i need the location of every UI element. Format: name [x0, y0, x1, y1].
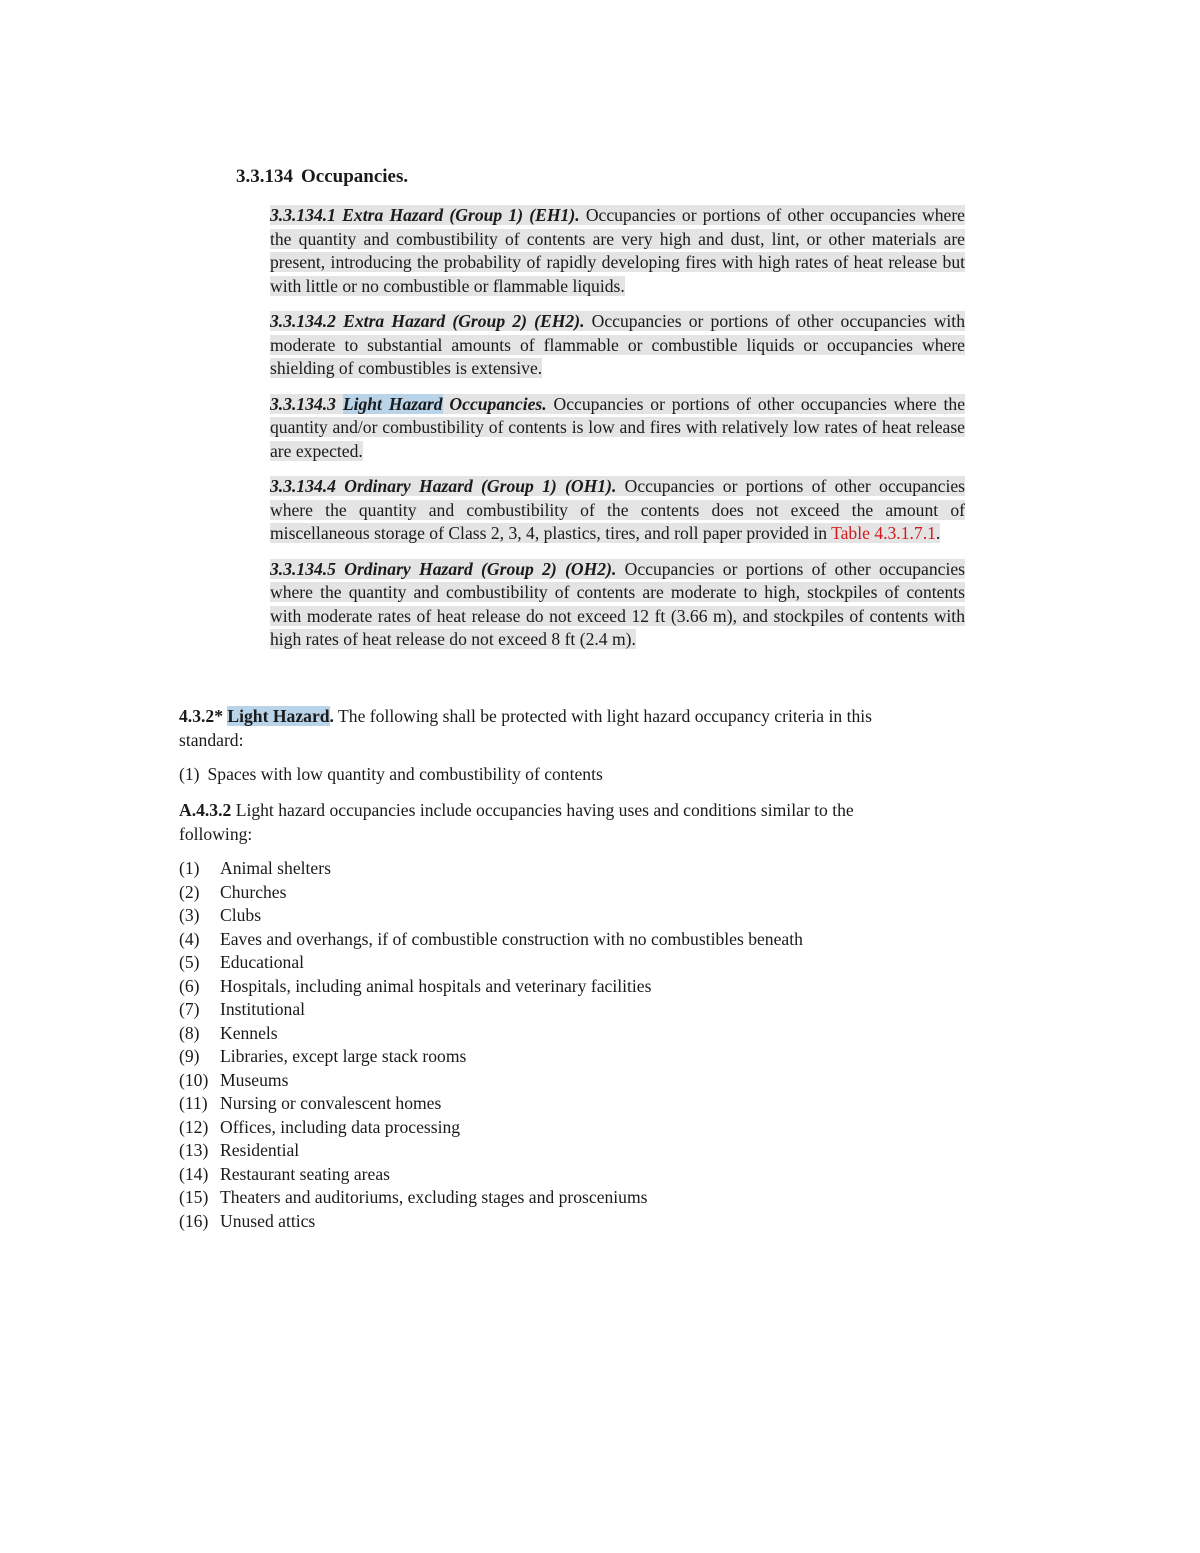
list-item-text: Kennels [220, 1022, 278, 1043]
list-item-text: Offices, including data processing [220, 1116, 461, 1137]
definition-oh2 [270, 558, 965, 652]
list-item-number: (1) [179, 858, 200, 878]
definition-term: 3.3.134.2 Extra Hazard (Group 2) (EH2). [270, 311, 585, 331]
list-item-text: Eaves and overhangs, if of combustible construction with no combustibles beneath [220, 928, 803, 949]
definition-text: Occupancies or portions of other occupancies where the quantity and/or combustibility of contents is low and fires with relatively low rates of heat release are expected. [270, 393, 966, 461]
list-item [179, 1210, 803, 1234]
list-item-number: (3) [179, 905, 200, 925]
search-highlight: Light Hazard [342, 393, 443, 414]
section-number: 4.3.2* [179, 706, 223, 726]
definition-term: 3.3.134.5 Ordinary Hazard (Group 2) (OH2). [270, 558, 617, 579]
list-item-number: (15) [179, 1187, 209, 1207]
definitions-list [270, 204, 965, 664]
list-item [179, 1092, 803, 1116]
definition-term: 3.3.134.4 Ordinary Hazard (Group 1) (OH1). [270, 476, 617, 496]
definition-text: Occupancies or portions of other occupancies with moderate to substantial amounts of flammable or combustible liquids or occupancies where shielding of combustibles is extensive. [270, 311, 965, 378]
section-title-end: . [329, 706, 334, 726]
definition-text: Occupancies or portions of other occupancies where the quantity and combustibility of contents are moderate to high, stockpiles of contents with moderate rates of heat release do not exceed 12 ft (3.66 m), and stockpiles of contents with high rates of heat release do not exceed 8 ft (2.4 m). [270, 558, 965, 649]
list-item-number: (13) [179, 1140, 209, 1160]
list-item-number: (6) [179, 975, 200, 996]
list-item-text: Spaces with low quantity and combustibility of contents [207, 764, 603, 784]
definition-oh1 [270, 475, 965, 546]
list-item-text: Restaurant seating areas [220, 1163, 391, 1184]
list-item-number: (12) [179, 1116, 209, 1137]
list-item-number: (16) [179, 1210, 209, 1231]
annex-text: Light hazard occupancies include occupancies having uses and conditions similar to the following: [179, 800, 854, 844]
list-item-text: Museums [220, 1069, 289, 1090]
list-item-text: Residential [220, 1140, 300, 1160]
list-item-number: (4) [179, 928, 200, 949]
list-item-number: (1) [179, 764, 200, 784]
list-item [179, 881, 803, 905]
annex-number: A.4.3.2 [179, 800, 232, 820]
list-item-text: Theaters and auditoriums, excluding stages and prosceniums [220, 1187, 648, 1207]
list-item-number: (7) [179, 999, 200, 1019]
annex-a-4-3-2 [179, 799, 919, 846]
list-item [179, 1163, 803, 1187]
list-item [179, 1116, 803, 1140]
list-item [179, 764, 603, 785]
list-item [179, 857, 803, 881]
list-item-number: (14) [179, 1163, 209, 1184]
definition-text-end: . [935, 523, 941, 543]
list-item-text: Institutional [220, 999, 306, 1019]
list-item-number: (10) [179, 1069, 209, 1090]
list-item [179, 904, 803, 928]
list-item-number: (11) [179, 1093, 208, 1113]
list-item [179, 998, 803, 1022]
list-item-text: Educational [220, 952, 305, 972]
list-item-text: Churches [220, 881, 287, 902]
definition-eh1 [270, 204, 965, 298]
list-item-number: (2) [179, 881, 200, 902]
list-item [179, 1022, 803, 1046]
definition-term-prefix: 3.3.134.3 [270, 393, 343, 414]
list-item-text: Clubs [220, 905, 262, 925]
list-item-text: Hospitals, including animal hospitals and veterinary facilities [220, 975, 652, 996]
list-item-number: (9) [179, 1046, 200, 1066]
list-item-text: Animal shelters [220, 858, 331, 878]
section-text: The following shall be protected with light hazard occupancy criteria in this standard: [179, 706, 873, 750]
list-item-text: Nursing or convalescent homes [220, 1093, 442, 1113]
list-item [179, 1069, 803, 1093]
list-item [179, 975, 803, 999]
section-title: Occupancies. [301, 166, 409, 187]
definition-eh2 [270, 310, 965, 381]
table-reference-link[interactable]: Table 4.3.1.7.1 [831, 523, 936, 543]
section-4-3-2 [179, 705, 919, 752]
section-heading-3-3-134 [236, 166, 408, 188]
definition-text: Occupancies or portions of other occupancies where the quantity and combustibility of the contents does not exceed the amount of miscellaneous storage of Class 2, 3, 4, plastics, tires, and roll paper provided in [270, 476, 965, 543]
list-item [179, 1186, 803, 1210]
list-item-number: (8) [179, 1022, 200, 1043]
list-item-text: Libraries, except large stack rooms [220, 1046, 467, 1066]
list-item [179, 1139, 803, 1163]
list-item [179, 951, 803, 975]
definition-term: 3.3.134.1 Extra Hazard (Group 1) (EH1). [270, 205, 580, 225]
occupancy-list [179, 857, 803, 1233]
search-highlight: Light Hazard [227, 706, 330, 726]
definition-term-suffix: Occupancies. [442, 393, 547, 414]
list-item-text: Unused attics [220, 1210, 316, 1231]
definition-text: Occupancies or portions of other occupancies where the quantity and combustibility of contents are very high and dust, lint, or other materials are present, introducing the probability of rapidly developing fires with high rates of heat release but with little or no combustible or flammable liquids. [270, 205, 965, 296]
section-number: 3.3.134 [236, 166, 293, 187]
list-item [179, 928, 803, 952]
list-item [179, 1045, 803, 1069]
definition-light-hazard [270, 393, 965, 464]
list-item-number: (5) [179, 952, 200, 972]
